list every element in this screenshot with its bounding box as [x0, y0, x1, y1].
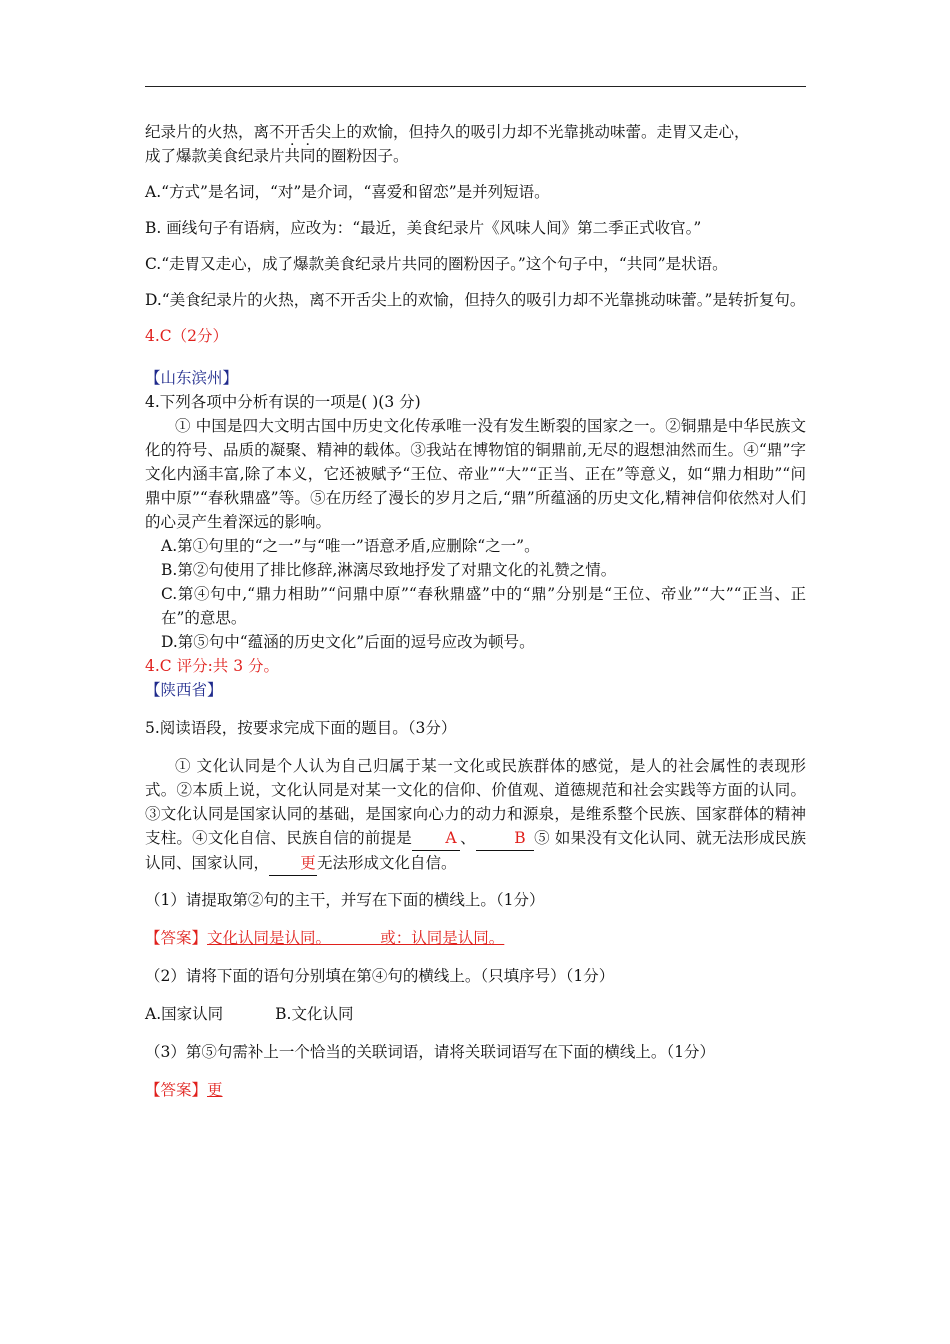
separator: 、: [459, 829, 476, 847]
passage-text: ⑤ 如果没有文化认同、就无法形成民族认同、国家认同，: [145, 829, 806, 872]
option-c: C.“走胃又走心，成了爆款美食纪录片共同的圈粉因子。”这个句子中，“共同”是状语。: [145, 255, 728, 273]
blank-b: B: [476, 826, 534, 851]
document-body: [145, 120, 806, 1102]
emphasis-dot-char: 共: [284, 147, 301, 165]
q5-sub3: （3）第⑤句需补上一个恰当的关联词语，请将关联词语写在下面的横线上。（1分）: [145, 1043, 715, 1061]
q4-passage: ① 中国是四大文明古国中历史文化传承唯一没有发生断裂的国家之一。②铜鼎是中华民族文化的符号、品质的凝聚、精神的载体。③我站在博物馆的铜鼎前,无尽的遐想油然而生。④“鼎”字文化内涵丰富,除了本义，它还被赋予“王位、帝业”“大”“正当、正在”等意义，如“鼎力相助”“问鼎中原”“春秋鼎盛”等。⑤在历经了漫长的岁月之后,“鼎”所蕴涵的历史文化,精神信仰依然对人们的心灵产生着深远的影响。: [145, 417, 806, 531]
q5-sub2: （2）请将下面的语句分别填在第④句的横线上。（只填序号）（1分）: [145, 967, 615, 985]
answer-tag: 【答案】: [145, 1081, 208, 1099]
header-rule: [145, 86, 806, 87]
answer-q4-second: 4.C 评分:共 3 分。: [145, 657, 280, 675]
answer-text: 更: [207, 1081, 223, 1099]
option-b: B. 画线句子有语病，应改为：“最近，美食纪录片《风味人间》第二季正式收官。”: [145, 219, 702, 237]
source-tag-shaanxi: 【陕西省】: [145, 681, 223, 699]
answer-text: 文化认同是认同。 或：认同是认同。: [207, 929, 505, 947]
answer-tag: 【答案】: [145, 929, 208, 947]
q5-answer-3: [145, 1078, 806, 1102]
blank-c: 更: [269, 851, 317, 876]
q4-option-a: A.第①句里的“之一”与“唯一”语意矛盾,应删除“之一”。: [161, 537, 540, 555]
passage-text: 成了爆款美食纪录片: [145, 147, 285, 165]
q5-stem: 5.阅读语段，按要求完成下面的题目。（3分）: [145, 719, 457, 737]
passage-line-1: 纪录片的火热，离不开舌尖上的欢愉，但持久的吸引力却不光靠挑动味蕾。走胃又走心，: [145, 123, 750, 141]
emphasis-dot-char: 同: [300, 147, 316, 165]
blank-a: A: [412, 826, 460, 851]
passage-line-2: [145, 144, 806, 168]
passage-text: 的圈粉因子。: [315, 147, 409, 165]
option-d: D.“美食纪录片的火热，离不开舌尖上的欢愉，但持久的吸引力却不光靠挑动味蕾。”是转折复句。: [145, 291, 806, 309]
q4-option-b: B.第②句使用了排比修辞,淋漓尽致地抒发了对鼎文化的礼赞之情。: [161, 561, 617, 579]
q4-option-d: D.第⑤句中“蕴涵的历史文化”后面的逗号应改为顿号。: [161, 633, 535, 651]
passage-text: 无法形成文化自信。: [317, 854, 457, 872]
q4-stem: 4.下列各项中分析有误的一项是( )(3 分): [145, 393, 421, 411]
q5-passage: [145, 754, 806, 876]
q5-sub2-options: [145, 1002, 806, 1026]
q5-answer-1: [145, 926, 806, 950]
answer-q4-first: 4.C（2分）: [145, 327, 229, 345]
q4-option-c: C.第④句中,“鼎力相助”“问鼎中原”“春秋鼎盛”中的“鼎”分别是“王位、帝业”“大”“正当、正在”的意思。: [161, 585, 806, 627]
passage-text: ① 文化认同是个人认为自己归属于某一文化或民族群体的感觉，是人的社会属性的表现形式。②本质上说，文化认同是对某一文化的信仰、价值观、道德规范和社会实践等方面的认同。③文化认同是国家认同的基础，是国家向心力的动力和源泉，是维系整个民族、国家群体的精神支柱。④文化自信、民族自信的前提是: [145, 757, 806, 847]
choice-a: A.国家认同: [145, 1005, 224, 1023]
choice-b: B.文化认同: [275, 1005, 354, 1023]
q5-sub1: （1）请提取第②句的主干，并写在下面的横线上。（1分）: [145, 891, 545, 909]
option-a: A.“方式”是名词，“对”是介词，“喜爱和留恋”是并列短语。: [145, 183, 550, 201]
source-tag-binzhou: 【山东滨州】: [145, 369, 239, 387]
